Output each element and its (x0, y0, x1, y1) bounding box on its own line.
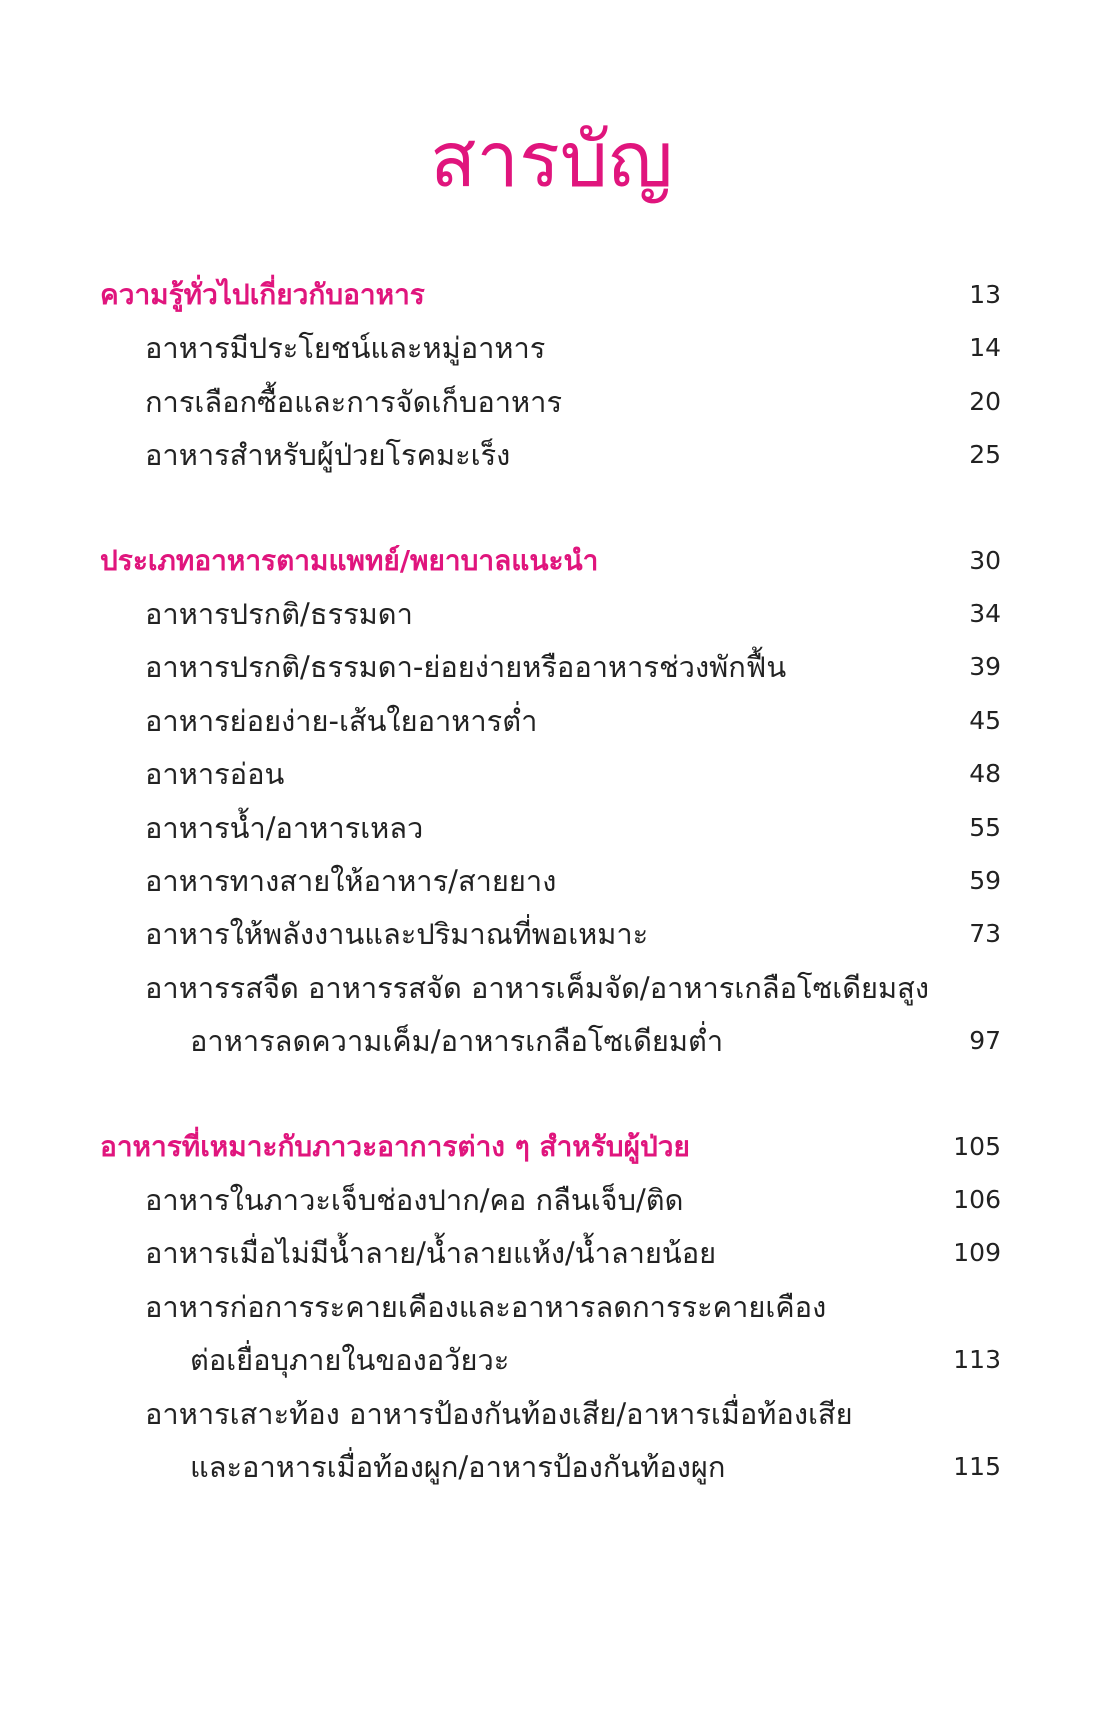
toc-entry-row[interactable] (0, 694, 1103, 748)
toc-entry-row[interactable] (0, 801, 1103, 855)
toc-section-row[interactable] (0, 268, 1103, 322)
toc-entry-title: อาหารย่อยง่าย-เส้นใยอาหารต่ำ (145, 703, 538, 738)
toc-entry-title: อาหารอ่อน (145, 757, 285, 792)
toc-entry-title: อาหารรสจืด อาหารรสจัด อาหารเค็มจัด/อาหารเกลือโซเดียมสูง (145, 970, 930, 1005)
toc-entry-row[interactable] (0, 1387, 1103, 1441)
toc-section-title: ความรู้ทั่วไปเกี่ยวกับอาหาร (100, 278, 425, 311)
toc-page-number: 30 (969, 545, 1001, 575)
toc-entry-title: อาหารเสาะท้อง อาหารป้องกันท้องเสีย/อาหารเมื่อท้องเสีย (145, 1396, 853, 1431)
toc-page-number: 59 (969, 866, 1001, 895)
toc-entry-row[interactable] (0, 907, 1103, 961)
toc-entry-title: การเลือกซื้อและการจัดเก็บอาหาร (145, 384, 563, 419)
toc-entry-title: อาหารในภาวะเจ็บช่องปาก/คอ กลืนเจ็บ/ติด (145, 1183, 684, 1217)
toc-entry-row[interactable] (0, 1173, 1103, 1227)
toc-page-number: 14 (969, 333, 1001, 363)
toc-entry-row[interactable] (0, 747, 1103, 801)
toc-entry-row[interactable] (0, 640, 1103, 694)
toc-page-number: 113 (953, 1345, 1001, 1375)
toc-entry-title: อาหารปรกติ/ธรรมดา-ย่อยง่ายหรืออาหารช่วงพักฟื้น (145, 650, 787, 685)
toc-entry-row[interactable] (0, 1226, 1103, 1280)
toc-entry-title: อาหารปรกติ/ธรรมดา (145, 597, 413, 631)
toc-page-number: 106 (953, 1185, 1001, 1214)
toc-section-row[interactable] (0, 534, 1103, 588)
toc-page-number: 105 (953, 1131, 1001, 1161)
toc-entry-row[interactable] (0, 587, 1103, 641)
toc-page-number: 97 (969, 1026, 1001, 1056)
toc-section-title: อาหารที่เหมาะกับภาวะอาการต่าง ๆ สำหรับผู้ป่วย (100, 1129, 690, 1163)
toc-entry-row[interactable] (0, 1014, 1103, 1068)
toc-entry-row[interactable] (0, 1440, 1103, 1494)
toc-entry-title: อาหารน้ำ/อาหารเหลว (145, 810, 424, 845)
toc-entry-row[interactable] (0, 961, 1103, 1015)
toc-entry-row[interactable] (0, 854, 1103, 908)
toc-entry-row[interactable] (0, 1333, 1103, 1387)
toc-page-number: 25 (969, 440, 1001, 470)
toc-entry-title: อาหารลดความเค็ม/อาหารเกลือโซเดียมต่ำ (190, 1024, 724, 1059)
toc-page-number: 45 (969, 705, 1001, 735)
page-title: สารบัญ (430, 115, 673, 204)
toc-entry-title: อาหารก่อการระคายเคืองและอาหารลดการระคายเคือง (145, 1289, 827, 1324)
toc-entry-title: อาหารสำหรับผู้ป่วยโรคมะเร็ง (145, 438, 511, 473)
toc-section-row[interactable] (0, 1120, 1103, 1174)
toc-entry-title: อาหารเมื่อไม่มีน้ำลาย/น้ำลายแห้ง/น้ำลายน้อย (145, 1236, 717, 1271)
toc-entry-row[interactable] (0, 375, 1103, 429)
toc-entry-title: และอาหารเมื่อท้องผูก/อาหารป้องกันท้องผูก (190, 1450, 726, 1484)
toc-page-number: 109 (953, 1238, 1001, 1268)
toc-page-number: 55 (969, 812, 1001, 842)
toc-entry-row[interactable] (0, 428, 1103, 482)
toc-entry-title: อาหารให้พลังงานและปริมาณที่พอเหมาะ (145, 917, 649, 952)
toc-entry-row[interactable] (0, 321, 1103, 375)
toc-page-number: 20 (969, 386, 1001, 416)
toc-page-number: 34 (969, 599, 1001, 628)
toc-page-number: 13 (969, 280, 1001, 309)
toc-entry-title: อาหารทางสายให้อาหาร/สายยาง (145, 864, 557, 898)
toc-entry-title: อาหารมีประโยชน์และหมู่อาหาร (145, 331, 546, 366)
toc-entry-row[interactable] (0, 1280, 1103, 1334)
toc-page-number: 39 (969, 652, 1001, 682)
toc-page-number: 115 (953, 1452, 1001, 1481)
toc-page-number: 73 (969, 919, 1001, 949)
toc-entry-title: ต่อเยื่อบุภายในของอวัยวะ (190, 1343, 510, 1378)
toc-page-number: 48 (969, 759, 1001, 789)
toc-section-title: ประเภทอาหารตามแพทย์/พยาบาลแนะนำ (100, 543, 599, 577)
